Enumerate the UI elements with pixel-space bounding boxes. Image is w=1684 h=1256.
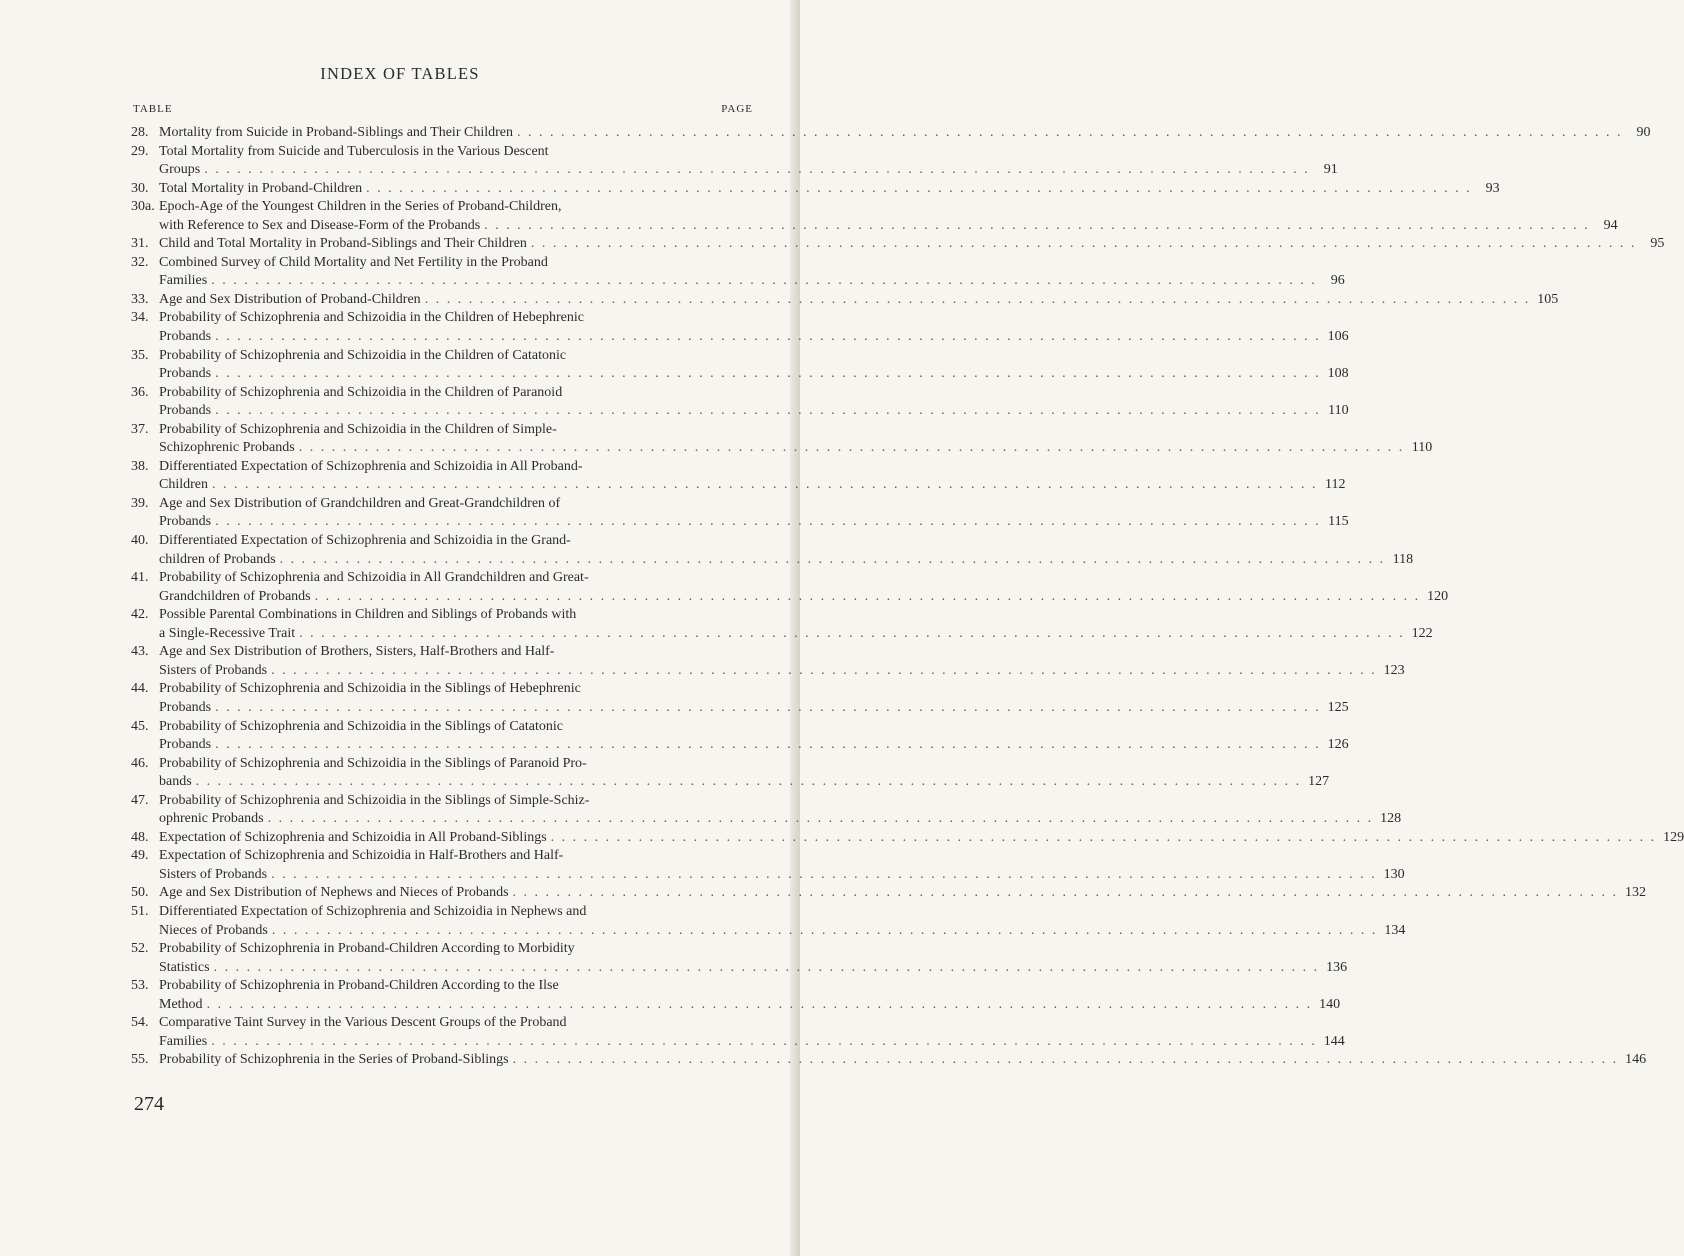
index-entry	[131, 829, 1684, 848]
page-reference: 94	[1603, 217, 1618, 233]
entry-title: children of Probands	[159, 551, 276, 567]
entry-title: Age and Sex Distribution of Proband-Children	[159, 291, 421, 307]
index-entry	[131, 254, 1345, 291]
index-entry	[131, 309, 1349, 346]
index-entry	[131, 884, 1647, 903]
table-number: 30a.	[131, 199, 155, 215]
entry-title-line	[159, 940, 753, 959]
table-number: 41.	[131, 570, 149, 586]
page-title: INDEX OF TABLES	[320, 64, 480, 83]
entry-title: Differentiated Expectation of Schizophrenia and Schizoidia in Nephews and	[159, 903, 587, 919]
entry-title-line	[159, 1033, 1345, 1052]
dot-leader: . . . . . . . . . . . . . . . . . . . . . . . . . . . . . . . . . . . . . . . . . . . . . . . . . . . . . . . . . . . . . . . . . . . . . . . . . . . . . . . . . . . . . . . . . . . . . . . . . . . . .	[212, 477, 1318, 493]
page-reference: 130	[1383, 866, 1405, 882]
page-reference: 95	[1650, 236, 1665, 252]
entry-title: Method	[159, 996, 203, 1012]
dot-leader: . . . . . . . . . . . . . . . . . . . . . . . . . . . . . . . . . . . . . . . . . . . . . . . . . . . . . . . . . . . . . . . . . . . . . . . . . . . . . . . . . . . . . . . . . . . . . . . . . . . . .	[211, 273, 1317, 289]
entry-title-line	[159, 532, 753, 551]
entry-title: Children	[159, 477, 208, 493]
entry-title: Groups	[159, 162, 201, 178]
table-number: 53.	[131, 978, 149, 994]
entry-title: Probands	[159, 514, 212, 530]
entry-title: Age and Sex Distribution of Nephews and Nieces of Probands	[159, 885, 509, 901]
entry-title-line	[159, 755, 753, 774]
entry-title: Age and Sex Distribution of Brothers, Sisters, Half-Brothers and Half-	[159, 644, 555, 660]
page-reference: 129	[1663, 829, 1684, 845]
page-reference: 123	[1383, 662, 1405, 678]
index-entry	[131, 680, 1349, 717]
table-number: 33.	[131, 291, 149, 307]
table-number: 44.	[131, 681, 149, 697]
dot-leader: . . . . . . . . . . . . . . . . . . . . . . . . . . . . . . . . . . . . . . . . . . . . . . . . . . . . . . . . . . . . . . . . . . . . . . . . . . . . . . . . . . . . . . . . . . . . . . . . . . . . .	[215, 737, 1321, 753]
entry-title-line	[159, 847, 753, 866]
entry-title-line	[159, 161, 1338, 180]
table-number: 50.	[131, 885, 149, 901]
index-entry	[131, 792, 1402, 829]
table-number: 32.	[131, 254, 149, 270]
entry-title-line	[159, 810, 1402, 829]
entry-title-line	[159, 476, 1346, 495]
dot-leader: . . . . . . . . . . . . . . . . . . . . . . . . . . . . . . . . . . . . . . . . . . . . . . . . . . . . . . . . . . . . . . . . . . . . . . . . . . . . . . . . . . . . . . . . . . . . . . . . . . . . .	[484, 217, 1590, 233]
index-entry	[131, 532, 1414, 569]
index-entry	[131, 495, 1349, 532]
entry-title: Probability of Schizophrenia and Schizoidia in the Children of Catatonic	[159, 347, 567, 363]
dot-leader: . . . . . . . . . . . . . . . . . . . . . . . . . . . . . . . . . . . . . . . . . . . . . . . . . . . . . . . . . . . . . . . . . . . . . . . . . . . . . . . . . . . . . . . . . . . . . . . . . . . . .	[215, 514, 1321, 530]
table-index-list	[131, 124, 1684, 1070]
table-number: 40.	[131, 533, 149, 549]
entry-title-line	[159, 959, 1348, 978]
entry-title: Probands	[159, 329, 212, 345]
entry-title-line	[159, 347, 753, 366]
column-header	[133, 103, 753, 115]
entry-title-line	[159, 384, 753, 403]
entry-title-line	[159, 402, 1349, 421]
table-number: 30.	[131, 180, 149, 196]
entry-title: Child and Total Mortality in Proband-Siblings and Their Children	[159, 236, 527, 252]
entry-title-line	[159, 328, 1349, 347]
entry-title-line	[159, 254, 753, 273]
entry-title-line	[159, 829, 1684, 848]
entry-title: Probability of Schizophrenia and Schizoidia in the Children of Paranoid	[159, 384, 563, 400]
entry-title-line	[159, 680, 753, 699]
index-entry	[131, 1051, 1647, 1070]
entry-title: bands	[159, 774, 192, 790]
table-number: 49.	[131, 848, 149, 864]
dot-leader: . . . . . . . . . . . . . . . . . . . . . . . . . . . . . . . . . . . . . . . . . . . . . . . . . . . . . . . . . . . . . . . . . . . . . . . . . . . . . . . . . . . . . . . . . . . . . . . . . . . . .	[206, 996, 1313, 1012]
entry-title-line	[159, 439, 1433, 458]
table-number: 51.	[131, 903, 149, 919]
entry-title: Comparative Taint Survey in the Various Descent Groups of the Proband	[159, 1015, 567, 1031]
entry-title-line	[159, 903, 753, 922]
dot-leader: . . . . . . . . . . . . . . . . . . . . . . . . . . . . . . . . . . . . . . . . . . . . . . . . . . . . . . . . . . . . . . . . . . . . . . . . . . . . . . . . . . . . . . . . . . . . . . . . . . . . .	[271, 922, 1378, 938]
entry-title-line	[159, 977, 753, 996]
dot-leader: . . . . . . . . . . . . . . . . . . . . . . . . . . . . . . . . . . . . . . . . . . . . . . . . . . . . . . . . . . . . . . . . . . . . . . . . . . . . . . . . . . . . . . . . . . . . . . . . . . . . .	[213, 959, 1320, 975]
entry-title-line	[159, 1051, 1647, 1070]
dot-leader: . . . . . . . . . . . . . . . . . . . . . . . . . . . . . . . . . . . . . . . . . . . . . . . . . . . . . . . . . . . . . . . . . . . . . . . . . . . . . . . . . . . . . . . . . . . . . . . . . . . . .	[279, 551, 1386, 567]
entry-title-line	[159, 625, 1433, 644]
dot-leader: . . . . . . . . . . . . . . . . . . . . . . . . . . . . . . . . . . . . . . . . . . . . . . . . . . . . . . . . . . . . . . . . . . . . . . . . . . . . . . . . . . . . . . . . . . . . . . . . . . . . .	[530, 236, 1637, 252]
entry-title-line	[159, 773, 1330, 792]
table-number: 29.	[131, 143, 149, 159]
dot-leader: . . . . . . . . . . . . . . . . . . . . . . . . . . . . . . . . . . . . . . . . . . . . . . . . . . . . . . . . . . . . . . . . . . . . . . . . . . . . . . . . . . . . . . . . . . . . . . . . . . . . .	[211, 1033, 1317, 1049]
index-entry	[131, 198, 1618, 235]
entry-title-line	[159, 309, 753, 328]
index-entry	[131, 384, 1349, 421]
entry-title: Epoch-Age of the Youngest Children in the Series of Proband-Children,	[159, 199, 562, 215]
entry-title: Probands	[159, 366, 212, 382]
dot-leader: . . . . . . . . . . . . . . . . . . . . . . . . . . . . . . . . . . . . . . . . . . . . . . . . . . . . . . . . . . . . . . . . . . . . . . . . . . . . . . . . . . . . . . . . . . . . . . . . . . . . .	[215, 699, 1321, 715]
page-reference: 110	[1411, 440, 1433, 456]
entry-title: Probands	[159, 699, 212, 715]
dot-leader: . . . . . . . . . . . . . . . . . . . . . . . . . . . . . . . . . . . . . . . . . . . . . . . . . . . . . . . . . . . . . . . . . . . . . . . . . . . . . . . . . . . . . . . . . . . . . . . . . . . . .	[215, 329, 1321, 345]
entry-title-line	[159, 198, 753, 217]
entry-title: Probands	[159, 403, 212, 419]
dot-leader: . . . . . . . . . . . . . . . . . . . . . . . . . . . . . . . . . . . . . . . . . . . . . . . . . . . . . . . . . . . . . . . . . . . . . . . . . . . . . . . . . . . . . . . . . . . . . . . . . . . . .	[512, 885, 1619, 901]
entry-title-line	[159, 421, 753, 440]
entry-title-line	[159, 569, 753, 588]
table-number: 55.	[131, 1052, 149, 1068]
entry-title: a Single-Recessive Trait	[159, 625, 296, 641]
page-reference: 132	[1625, 885, 1647, 901]
page-reference: 127	[1308, 774, 1330, 790]
index-entry	[131, 977, 1341, 1014]
page-column-label: PAGE	[721, 103, 753, 115]
entry-title-line	[159, 996, 1341, 1015]
index-entry	[131, 143, 1338, 180]
entry-title-line	[159, 606, 753, 625]
page-reference: 112	[1325, 477, 1346, 493]
entry-title: Possible Parental Combinations in Children and Siblings of Probands with	[159, 607, 577, 623]
entry-title-line	[159, 662, 1405, 681]
table-number: 48.	[131, 829, 149, 845]
table-number: 35.	[131, 347, 149, 363]
dot-leader: . . . . . . . . . . . . . . . . . . . . . . . . . . . . . . . . . . . . . . . . . . . . . . . . . . . . . . . . . . . . . . . . . . . . . . . . . . . . . . . . . . . . . . . . . . . . . . . . . . . . .	[204, 162, 1310, 178]
entry-title: Families	[159, 273, 208, 289]
page-reference: 106	[1327, 329, 1349, 345]
table-number: 42.	[131, 607, 149, 623]
table-number: 45.	[131, 718, 149, 734]
page-reference: 115	[1328, 514, 1349, 530]
entry-title-line	[159, 217, 1618, 236]
entry-title: Probability of Schizophrenia and Schizoidia in the Children of Simple-	[159, 421, 557, 437]
entry-title: Probability of Schizophrenia and Schizoidia in the Siblings of Catatonic	[159, 718, 563, 734]
entry-title-line	[159, 884, 1647, 903]
table-number: 52.	[131, 941, 149, 957]
table-number: 34.	[131, 310, 149, 326]
table-number: 28.	[131, 125, 149, 140]
index-entry	[131, 458, 1346, 495]
entry-title-line	[159, 143, 753, 162]
page-reference: 110	[1328, 403, 1349, 419]
entry-title: Statistics	[159, 959, 210, 975]
entry-title: Differentiated Expectation of Schizophrenia and Schizoidia in the Grand-	[159, 533, 571, 549]
dot-leader: . . . . . . . . . . . . . . . . . . . . . . . . . . . . . . . . . . . . . . . . . . . . . . . . . . . . . . . . . . . . . . . . . . . . . . . . . . . . . . . . . . . . . . . . . . . . . . . . . . . . .	[550, 829, 1657, 845]
index-entry	[131, 180, 1500, 199]
page-reference: 118	[1392, 551, 1414, 567]
entry-title: Expectation of Schizophrenia and Schizoidia in Half-Brothers and Half-	[159, 848, 564, 864]
table-number: 47.	[131, 792, 149, 808]
entry-title: Grandchildren of Probands	[159, 588, 311, 604]
index-entry	[131, 235, 1665, 254]
dot-leader: . . . . . . . . . . . . . . . . . . . . . . . . . . . . . . . . . . . . . . . . . . . . . . . . . . . . . . . . . . . . . . . . . . . . . . . . . . . . . . . . . . . . . . . . . . . . . . . . . . . . .	[298, 440, 1405, 456]
index-entry	[131, 421, 1433, 458]
entry-title: Differentiated Expectation of Schizophrenia and Schizoidia in All Proband-	[159, 458, 583, 474]
entry-title: with Reference to Sex and Disease-Form of the Probands	[159, 217, 481, 233]
page-reference: 134	[1384, 922, 1406, 938]
entry-title-line	[159, 272, 1345, 291]
entry-title-line	[159, 513, 1349, 532]
dot-leader: . . . . . . . . . . . . . . . . . . . . . . . . . . . . . . . . . . . . . . . . . . . . . . . . . . . . . . . . . . . . . . . . . . . . . . . . . . . . . . . . . . . . . . . . . . . . . . . . . . . . .	[271, 866, 1377, 882]
entry-title: Probands	[159, 737, 212, 753]
entry-title-line	[159, 365, 1349, 384]
entry-title-line	[159, 866, 1405, 885]
page-reference: 105	[1537, 291, 1559, 307]
index-entry	[131, 606, 1433, 643]
index-entry	[131, 940, 1348, 977]
page-reference: 120	[1427, 588, 1449, 604]
entry-title: Age and Sex Distribution of Grandchildren and Great-Grandchildren of	[159, 495, 561, 511]
page-number: 274	[134, 1093, 164, 1115]
entry-title-line	[159, 495, 753, 514]
entry-title-line	[159, 922, 1406, 941]
page-reference: 122	[1411, 625, 1433, 641]
entry-title-line	[159, 588, 1449, 607]
page-reference: 91	[1323, 162, 1338, 178]
entry-title-line	[159, 235, 1665, 254]
entry-title: Probability of Schizophrenia and Schizoidia in All Grandchildren and Great-	[159, 570, 589, 586]
table-column-label: TABLE	[133, 103, 173, 115]
table-number: 54.	[131, 1015, 149, 1031]
entry-title-line	[159, 551, 1414, 570]
dot-leader: . . . . . . . . . . . . . . . . . . . . . . . . . . . . . . . . . . . . . . . . . . . . . . . . . . . . . . . . . . . . . . . . . . . . . . . . . . . . . . . . . . . . . . . . . . . . . . . . . . . . .	[195, 774, 1302, 790]
entry-title-line	[159, 736, 1349, 755]
entry-title: Sisters of Probands	[159, 662, 268, 678]
entry-title: Probability of Schizophrenia in Proband-Children According to Morbidity	[159, 941, 575, 957]
entry-title: Families	[159, 1033, 208, 1049]
entry-title: Probability of Schizophrenia and Schizoidia in the Children of Hebephrenic	[159, 310, 584, 326]
entry-title: Schizophrenic Probands	[159, 440, 295, 456]
page-reference: 108	[1327, 366, 1349, 382]
entry-title-line	[159, 458, 753, 477]
table-number: 43.	[131, 644, 149, 660]
index-entry	[131, 569, 1449, 606]
page-reference: 128	[1380, 811, 1402, 827]
page-reference: 96	[1330, 273, 1345, 289]
index-entry	[131, 643, 1405, 680]
dot-leader: . . . . . . . . . . . . . . . . . . . . . . . . . . . . . . . . . . . . . . . . . . . . . . . . . . . . . . . . . . . . . . . . . . . . . . . . . . . . . . . . . . . . . . . . . . . . . . . . . . . . .	[366, 180, 1472, 196]
entry-title-line	[159, 291, 1559, 310]
index-entry	[131, 847, 1405, 884]
table-number: 39.	[131, 495, 149, 511]
page-reference: 144	[1323, 1033, 1345, 1049]
page-reference: 125	[1327, 699, 1349, 715]
index-entry	[131, 1014, 1345, 1051]
table-number: 31.	[131, 236, 149, 252]
dot-leader: . . . . . . . . . . . . . . . . . . . . . . . . . . . . . . . . . . . . . . . . . . . . . . . . . . . . . . . . . . . . . . . . . . . . . . . . . . . . . . . . . . . . . . . . . . . . . . . . . . . . .	[516, 125, 1623, 140]
dot-leader: . . . . . . . . . . . . . . . . . . . . . . . . . . . . . . . . . . . . . . . . . . . . . . . . . . . . . . . . . . . . . . . . . . . . . . . . . . . . . . . . . . . . . . . . . . . . . . . . . . . . .	[314, 588, 1421, 604]
index-entry	[131, 718, 1349, 755]
entry-title: Probability of Schizophrenia and Schizoidia in the Siblings of Hebephrenic	[159, 681, 581, 697]
table-number: 38.	[131, 458, 149, 474]
dot-leader: . . . . . . . . . . . . . . . . . . . . . . . . . . . . . . . . . . . . . . . . . . . . . . . . . . . . . . . . . . . . . . . . . . . . . . . . . . . . . . . . . . . . . . . . . . . . . . . . . . . . .	[215, 403, 1321, 419]
entry-title: Sisters of Probands	[159, 866, 268, 882]
table-number: 46.	[131, 755, 149, 771]
page-reference: 93	[1485, 180, 1500, 196]
index-entry	[131, 903, 1406, 940]
entry-title: Expectation of Schizophrenia and Schizoidia in All Proband-Siblings	[159, 829, 547, 845]
page-reference: 126	[1327, 737, 1349, 753]
table-number: 36.	[131, 384, 149, 400]
index-entry	[131, 124, 1651, 143]
dot-leader: . . . . . . . . . . . . . . . . . . . . . . . . . . . . . . . . . . . . . . . . . . . . . . . . . . . . . . . . . . . . . . . . . . . . . . . . . . . . . . . . . . . . . . . . . . . . . . . . . . . . .	[512, 1052, 1619, 1068]
page-reference: 90	[1636, 125, 1651, 140]
page-reference: 136	[1326, 959, 1348, 975]
dot-leader: . . . . . . . . . . . . . . . . . . . . . . . . . . . . . . . . . . . . . . . . . . . . . . . . . . . . . . . . . . . . . . . . . . . . . . . . . . . . . . . . . . . . . . . . . . . . . . . . . . . . .	[424, 291, 1531, 307]
entry-title-line	[159, 124, 1651, 143]
entry-title: Combined Survey of Child Mortality and Net Fertility in the Proband	[159, 254, 548, 270]
index-entry	[131, 347, 1349, 384]
entry-title: Mortality from Suicide in Proband-Siblings and Their Children	[159, 125, 513, 140]
entry-title: Probability of Schizophrenia and Schizoidia in the Siblings of Paranoid Pro-	[159, 755, 587, 771]
dot-leader: . . . . . . . . . . . . . . . . . . . . . . . . . . . . . . . . . . . . . . . . . . . . . . . . . . . . . . . . . . . . . . . . . . . . . . . . . . . . . . . . . . . . . . . . . . . . . . . . . . . . .	[271, 662, 1377, 678]
entry-title: Nieces of Probands	[159, 922, 268, 938]
table-number: 37.	[131, 421, 149, 437]
entry-title: Total Mortality from Suicide and Tuberculosis in the Various Descent	[159, 143, 549, 159]
entry-title-line	[159, 718, 753, 737]
index-entry	[131, 755, 1330, 792]
page-reference: 146	[1625, 1052, 1647, 1068]
entry-title: Probability of Schizophrenia in the Series of Proband-Siblings	[159, 1052, 509, 1068]
entry-title: Total Mortality in Proband-Children	[159, 180, 363, 196]
entry-title-line	[159, 1014, 753, 1033]
entry-title-line	[159, 699, 1349, 718]
entry-title-line	[159, 643, 753, 662]
index-entry	[131, 291, 1559, 310]
dot-leader: . . . . . . . . . . . . . . . . . . . . . . . . . . . . . . . . . . . . . . . . . . . . . . . . . . . . . . . . . . . . . . . . . . . . . . . . . . . . . . . . . . . . . . . . . . . . . . . . . . . . .	[267, 811, 1374, 827]
dot-leader: . . . . . . . . . . . . . . . . . . . . . . . . . . . . . . . . . . . . . . . . . . . . . . . . . . . . . . . . . . . . . . . . . . . . . . . . . . . . . . . . . . . . . . . . . . . . . . . . . . . . .	[299, 625, 1405, 641]
entry-title: Probability of Schizophrenia and Schizoidia in the Siblings of Simple-Schiz-	[159, 792, 590, 808]
dot-leader: . . . . . . . . . . . . . . . . . . . . . . . . . . . . . . . . . . . . . . . . . . . . . . . . . . . . . . . . . . . . . . . . . . . . . . . . . . . . . . . . . . . . . . . . . . . . . . . . . . . . .	[215, 366, 1321, 382]
entry-title: ophrenic Probands	[159, 811, 264, 827]
entry-title-line	[159, 180, 1500, 199]
page-reference: 140	[1319, 996, 1341, 1012]
entry-title: Probability of Schizophrenia in Proband-Children According to the Ilse	[159, 978, 559, 994]
entry-title-line	[159, 792, 753, 811]
